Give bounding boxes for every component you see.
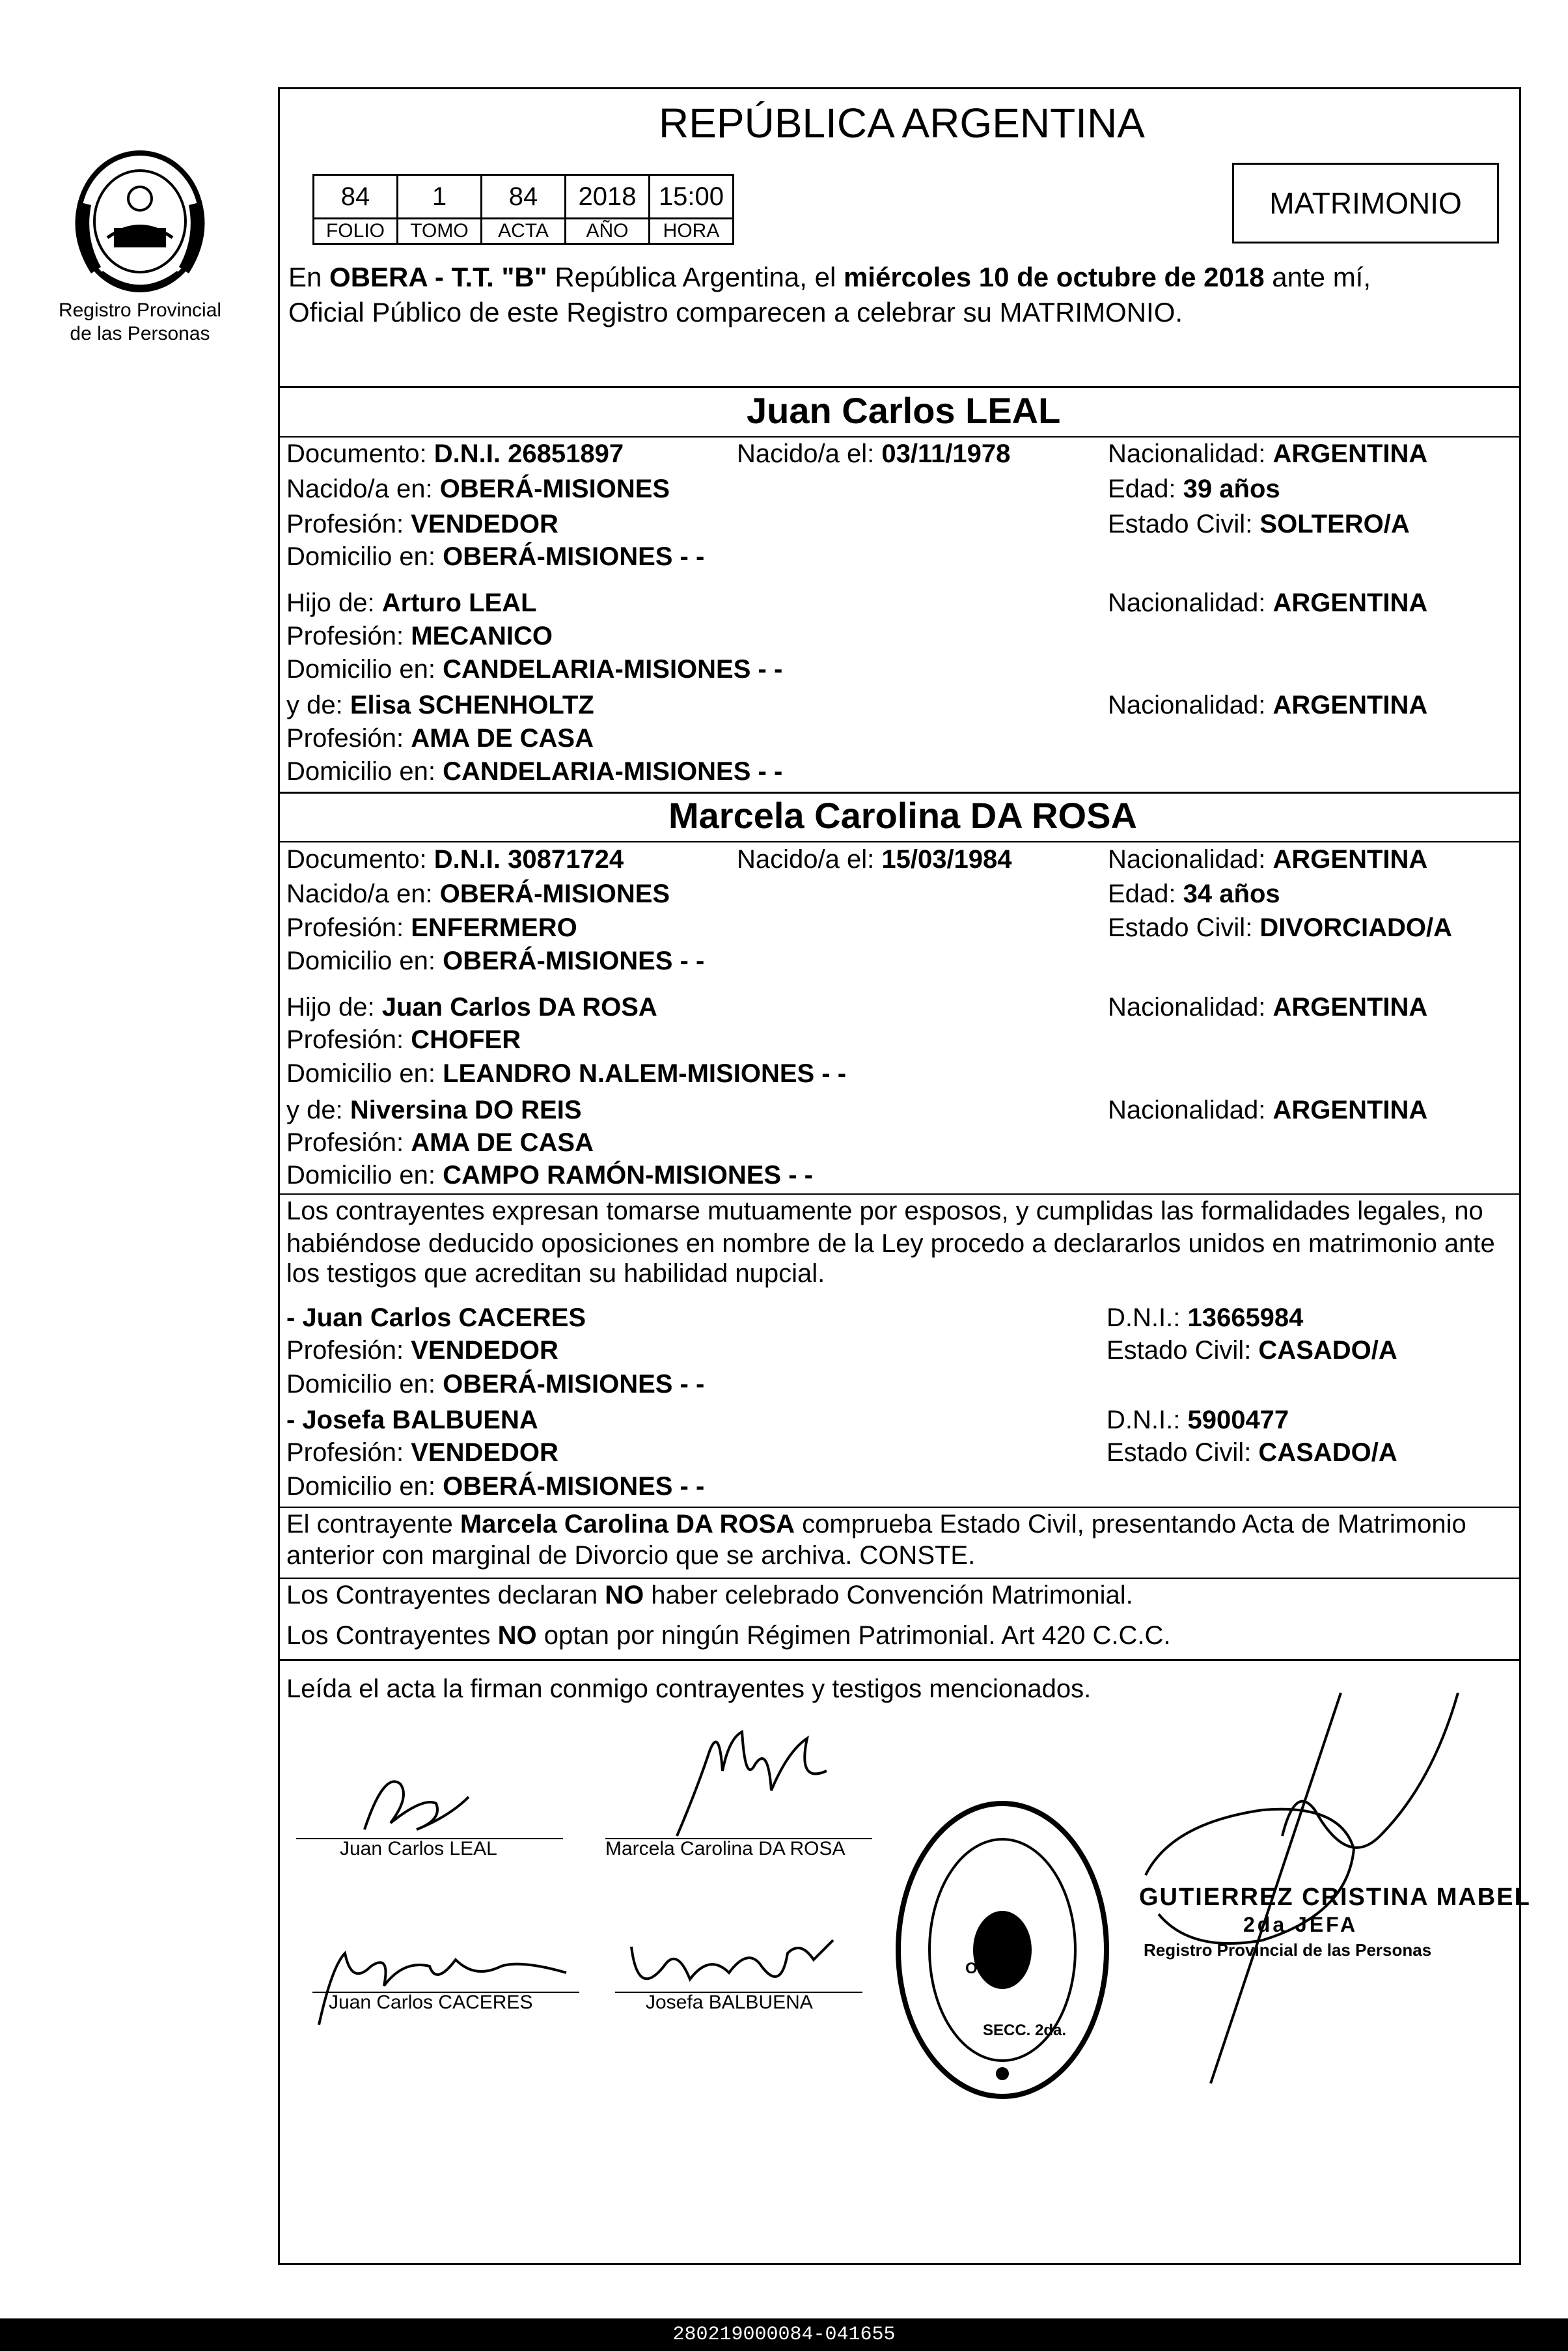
anio-value: 2018 [566, 175, 650, 219]
spouse2-mother-profesion [286, 1127, 594, 1158]
tomo-label: TOMO [398, 219, 482, 244]
label: Documento: [286, 439, 434, 468]
witness2-estado-civil [1107, 1437, 1397, 1468]
logo-caption-line2: de las Personas [70, 323, 210, 344]
intro-text-2: República Argentina, el [547, 262, 844, 292]
witness1-estado-civil [1107, 1335, 1397, 1366]
label: D.N.I.: [1107, 1406, 1188, 1434]
declaration-line-2: habiéndose deducido oposiciones en nombre de la Ley procedo a declararlos unidos en matrimonio ante [286, 1229, 1495, 1258]
label: y de: [286, 1096, 350, 1124]
value: AMA DE CASA [411, 724, 594, 753]
spouse2-nacido-en [286, 878, 670, 910]
label: Domicilio en: [286, 1059, 443, 1088]
spouse2-father-nacionalidad [1108, 992, 1427, 1023]
label: D.N.I.: [1107, 1303, 1188, 1332]
label: Profesión: [286, 913, 411, 942]
spouse2-father [286, 992, 657, 1023]
folio-value: 84 [314, 175, 398, 219]
regime-text: optan por ningún Régimen Patrimonial. Art 420 C.C.C. [536, 1621, 1171, 1650]
label: Nacido/a el: [737, 845, 882, 874]
value: ARGENTINA [1272, 589, 1428, 617]
logo-caption-line1: Registro Provincial [58, 299, 222, 321]
acta-label: ACTA [482, 219, 566, 244]
regime-line-1 [286, 1579, 1133, 1611]
spouse2-father-profesion [286, 1024, 521, 1055]
spouse2-profesion [286, 912, 577, 943]
value: CASADO/A [1258, 1336, 1397, 1365]
witness1-name: - Juan Carlos CACERES [286, 1303, 586, 1332]
value: VENDEDOR [411, 1336, 558, 1365]
label: Nacido/a en: [286, 880, 440, 908]
label: Domicilio en: [286, 1472, 443, 1501]
label: Documento: [286, 845, 434, 874]
value: CANDELARIA-MISIONES - - [443, 655, 783, 684]
value: 15/03/1984 [881, 845, 1012, 874]
value: CANDELARIA-MISIONES - - [443, 757, 783, 786]
spouse1-documento [286, 438, 624, 469]
label: Estado Civil: [1108, 913, 1260, 942]
witness2-dni [1107, 1404, 1289, 1436]
label: Domicilio en: [286, 542, 443, 571]
signature-1-label: Juan Carlos LEAL [340, 1838, 497, 1859]
label: Edad: [1108, 880, 1183, 908]
signature-3-label: Juan Carlos CACERES [329, 1992, 533, 2013]
misiones-seal-icon [39, 124, 241, 306]
spouse1-father-nacionalidad [1108, 587, 1427, 619]
act-type-box: MATRIMONIO [1232, 163, 1499, 243]
folio-label: FOLIO [314, 219, 398, 244]
value: ARGENTINA [1272, 1096, 1428, 1124]
value: OBERÁ-MISIONES - - [443, 542, 705, 571]
value: CHOFER [411, 1025, 521, 1054]
value: CASADO/A [1258, 1438, 1397, 1467]
signature-2-label: Marcela Carolina DA ROSA [605, 1838, 846, 1859]
regime-text: haber celebrado Convención Matrimonial. [644, 1581, 1133, 1609]
value: 03/11/1978 [881, 439, 1011, 468]
label: Profesión: [286, 1128, 411, 1157]
signature-2-scribble [657, 1712, 853, 1843]
value: 39 años [1183, 475, 1280, 503]
spouse1-domicilio [286, 541, 704, 572]
divider [278, 386, 1521, 388]
label: y de: [286, 691, 350, 719]
spouse2-name: Marcela Carolina DA ROSA [668, 795, 1137, 836]
value: 5900477 [1187, 1406, 1289, 1434]
label: Nacionalidad: [1108, 1096, 1273, 1124]
label: Estado Civil: [1107, 1438, 1259, 1467]
value: VENDEDOR [411, 510, 558, 538]
spouse1-nacido-en [286, 473, 670, 505]
witness2-profesion [286, 1437, 558, 1468]
spouse2-edad [1108, 878, 1280, 910]
witness2-domicilio [286, 1471, 704, 1502]
acta-value: 84 [482, 175, 566, 219]
value: Niversina DO REIS [350, 1096, 582, 1124]
declaration-line-3: los testigos que acreditan su habilidad nupcial. [286, 1259, 825, 1288]
value: Arturo LEAL [381, 589, 537, 617]
spouse1-name: Juan Carlos LEAL [747, 390, 1061, 431]
value: DIVORCIADO/A [1259, 913, 1452, 942]
document-title: REPÚBLICA ARGENTINA [659, 100, 1145, 146]
value: Elisa SCHENHOLTZ [350, 691, 594, 719]
label: Profesión: [286, 1438, 411, 1467]
anio-label: AÑO [566, 219, 650, 244]
round-stamp-section: SECC. 2da. [983, 2022, 1067, 2039]
divider [278, 1193, 1521, 1195]
note-line-2: anterior con marginal de Divorcio que se archiva. CONSTE. [286, 1541, 976, 1570]
spouse2-mother [286, 1094, 582, 1126]
value: OBERÁ-MISIONES - - [443, 1370, 705, 1398]
value: CAMPO RAMÓN-MISIONES - - [443, 1161, 813, 1189]
spouse1-father [286, 587, 537, 619]
spouse1-nacido-el [737, 438, 1010, 469]
divider [278, 1507, 1521, 1508]
value: SOLTERO/A [1259, 510, 1410, 538]
signature-4-label: Josefa BALBUENA [646, 1992, 813, 2013]
regime-text: Los Contrayentes declaran [286, 1581, 605, 1609]
divider [278, 436, 1521, 438]
label: Profesión: [286, 1025, 411, 1054]
regime-line-2 [286, 1620, 1171, 1651]
value: ARGENTINA [1272, 439, 1428, 468]
intro-text-3: ante mí, [1264, 262, 1371, 292]
value: VENDEDOR [411, 1438, 558, 1467]
divider [278, 1659, 1521, 1661]
label: Nacido/a en: [286, 475, 440, 503]
label: Domicilio en: [286, 757, 443, 786]
label: Nacionalidad: [1108, 439, 1273, 468]
value: D.N.I. 26851897 [433, 439, 624, 468]
value: 34 años [1183, 880, 1280, 908]
regime-text: Los Contrayentes [286, 1621, 498, 1650]
note-line-1 [286, 1509, 1466, 1540]
witness1-profesion [286, 1335, 558, 1366]
value: 13665984 [1187, 1303, 1304, 1332]
divider [278, 792, 1521, 794]
footer-code: 280219000084-041655 [0, 2318, 1568, 2351]
signature-1-scribble [338, 1758, 495, 1843]
label: Domicilio en: [286, 655, 443, 684]
spouse2-domicilio [286, 945, 704, 977]
value: OBERÁ-MISIONES - - [443, 1472, 705, 1501]
note-text-2: comprueba Estado Civil, presentando Acta de Matrimonio [795, 1510, 1466, 1538]
spouse1-father-domicilio [286, 654, 782, 685]
intro-line-1 [288, 262, 1371, 293]
hora-label: HORA [650, 219, 734, 244]
value: D.N.I. 30871724 [433, 845, 624, 874]
regime-no: NO [605, 1581, 644, 1609]
witness1-dni [1107, 1302, 1303, 1333]
spouse2-mother-nacionalidad [1108, 1094, 1427, 1126]
value: LEANDRO N.ALEM-MISIONES - - [443, 1059, 847, 1088]
official-stamp-name: GUTIERREZ CRISTINA MABEL [1139, 1884, 1531, 1911]
label: Profesión: [286, 510, 411, 538]
value: ARGENTINA [1272, 845, 1428, 874]
round-stamp-inner: OBERA [965, 1960, 1022, 1977]
label: Domicilio en: [286, 947, 443, 975]
label: Nacionalidad: [1108, 845, 1273, 874]
value: ENFERMERO [411, 913, 577, 942]
spouse2-nacido-el [737, 844, 1012, 875]
spouse2-mother-domicilio [286, 1160, 813, 1191]
note-text-1: El contrayente [286, 1510, 460, 1538]
spouse1-estado-civil [1108, 508, 1410, 540]
intro-date: miércoles 10 de octubre de 2018 [843, 262, 1265, 292]
value: AMA DE CASA [411, 1128, 594, 1157]
spouse1-mother-domicilio [286, 756, 782, 787]
label: Nacionalidad: [1108, 691, 1273, 719]
witness2-name: - Josefa BALBUENA [286, 1406, 538, 1434]
label: Hijo de: [286, 589, 382, 617]
declaration-line-1: Los contrayentes expresan tomarse mutuamente por esposos, y cumplidas las formalidades legales, no [286, 1197, 1483, 1225]
value: OBERÁ-MISIONES [439, 475, 670, 503]
value: ARGENTINA [1272, 993, 1428, 1022]
label: Nacionalidad: [1108, 589, 1273, 617]
signature-3-scribble [306, 1927, 579, 2031]
divider [278, 1578, 1521, 1579]
label: Nacido/a el: [737, 439, 882, 468]
official-stamp-org: Registro Provincial de las Personas [1144, 1940, 1432, 1960]
official-stamp-title: 2da JEFA [1243, 1913, 1358, 1936]
label: Nacionalidad: [1108, 993, 1273, 1022]
registry-reference-table [312, 174, 734, 245]
signatures-intro: Leída el acta la firman conmigo contrayentes y testigos mencionados. [286, 1675, 1092, 1703]
label: Profesión: [286, 724, 411, 753]
witness1-domicilio [286, 1369, 704, 1400]
spouse2-father-domicilio [286, 1058, 846, 1089]
intro-line-2: Oficial Público de este Registro comparecen a celebrar su MATRIMONIO. [288, 297, 1183, 327]
spouse1-mother-profesion [286, 723, 594, 754]
value: ARGENTINA [1272, 691, 1428, 719]
label: Domicilio en: [286, 1370, 443, 1398]
hora-value: 15:00 [650, 175, 734, 219]
label: Domicilio en: [286, 1161, 443, 1189]
value: MECANICO [411, 622, 553, 650]
note-name: Marcela Carolina DA ROSA [460, 1510, 795, 1538]
tomo-value: 1 [398, 175, 482, 219]
spouse1-father-profesion [286, 620, 553, 652]
spouse1-nacionalidad [1108, 438, 1427, 469]
label: Estado Civil: [1108, 510, 1260, 538]
label: Edad: [1108, 475, 1183, 503]
label: Hijo de: [286, 993, 382, 1022]
value: OBERÁ-MISIONES - - [443, 947, 705, 975]
spouse1-profesion [286, 508, 558, 540]
intro-place: OBERA - T.T. "B" [329, 262, 547, 292]
spouse1-mother [286, 689, 594, 721]
spouse2-documento [286, 844, 624, 875]
value: Juan Carlos DA ROSA [381, 993, 657, 1022]
label: Profesión: [286, 1336, 411, 1365]
spouse2-estado-civil [1108, 912, 1452, 943]
intro-text-1: En [288, 262, 330, 292]
spouse2-nacionalidad [1108, 844, 1427, 875]
registry-logo [39, 124, 241, 306]
spouse1-edad [1108, 473, 1280, 505]
label: Estado Civil: [1107, 1336, 1259, 1365]
spouse1-mother-nacionalidad [1108, 689, 1427, 721]
divider [278, 841, 1521, 842]
label: Profesión: [286, 622, 411, 650]
regime-no: NO [497, 1621, 537, 1650]
registry-round-stamp-icon [892, 1794, 1113, 2106]
value: OBERÁ-MISIONES [439, 880, 670, 908]
